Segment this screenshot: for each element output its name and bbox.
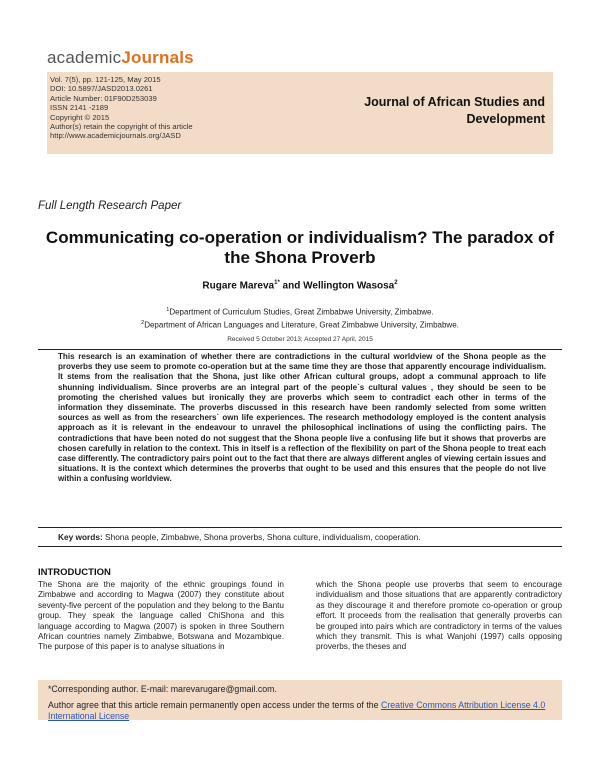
received-dates: Received 5 October 2013; Accepted 27 April, 2015 — [227, 336, 373, 343]
author-2: Wellington Wasosa — [303, 280, 395, 292]
doi-line: DOI: 10.5897/JASD2013.0261 — [50, 84, 153, 94]
author-list: Rugare Mareva$^{1*}$ and Wellington Wasosa$^2$ — [202, 280, 398, 292]
intro-right-column: which the Shona people use proverbs that seem to encourage individualism and those situations that are apparently contradictory as they discourage it and therefore promote co-operation or group effort. It proceeds from the realisation that generally proverbs can be grouped into pairs which are contradictory in terms of the values which they transmit. This is what Wanjohi (1997) calls opposing proverbs, the theses and — [316, 580, 562, 652]
corresponding-author: *Corresponding author. E-mail: marevarugare@gmail.com. — [48, 684, 277, 694]
journal-url-link[interactable]: http://www.academicjournals.org/JASD — [50, 131, 181, 141]
abstract: This research is an examination of whether there are contradictions in the cultural worldview of the Shona people as the proverbs they use seem to promote co-operation but at the same time they are those that apparently encourage individualism. It stems from the realisation that the Shona, just like other African cultural groups, adopt a communal approach to life shunning individualism. Since proverbs are an integral part of the people`s cultural values , they should be seen to be promoting the cherished values but ironically they are proverbs which seem to contradict each other in terms of the information they disseminate. The proverbs discussed in this research have been randomly selected from some written sources as well as from the researchers` own life experiences. The research methodology employed is the content analysis approach as it is relevant in the endeavour to unravel the philosophical inclinations of using the conflicting pairs. The contradictions that have been noted do not suggest that the Shona people live a confusing life but it shows that proverbs are chosen carefully in relation to the context. This in itself is a reflection of the flexibility on part of the Shona people to treat each case differently. The contradictory pairs point out to the fact that there are always different angles of viewing certain issues and situations. It is the context which determines the proverbs that ought to be used and this ensures that the people do not live within a confusing worldview. — [58, 352, 546, 484]
keywords-rule — [38, 546, 562, 547]
rights-line: Author(s) retain the copyright of this article — [50, 122, 193, 132]
article-metadata — [50, 75, 193, 141]
copyright-line: Copyright © 2015 — [50, 112, 110, 122]
affiliation-1: $^1$Department of Curriculum Studies, Great Zimbabwe University, Zimbabwe. — [166, 307, 434, 317]
author-1: Rugare Mareva — [202, 280, 275, 292]
section-heading-introduction: INTRODUCTION — [38, 567, 111, 578]
keywords: Key words: Shona people, Zimbabwe, Shona proverbs, Shona culture, individualism, cooperation. — [58, 532, 421, 542]
publisher-logo: academicJournals — [47, 48, 194, 67]
volume-line: Vol. 7(5), pp. 121-125, May 2015 — [50, 75, 161, 84]
issn-line: ISSN 2141 -2189 — [50, 103, 109, 113]
abstract-bottom-rule — [38, 527, 562, 528]
intro-left-column: The Shona are the majority of the ethnic groupings found in Zimbabwe and according to Magwa (2007) they constitute about seventy-five percent of the population and they belong to the Bantu group. They speak the language called ChiShona and this language according to Magwa (2007) is spoken in three Southern African countries namely Zimbabwe, Botswana and Mozambique. The purpose of this paper is to analyse situations in — [38, 580, 284, 652]
paper-title: Communicating co-operation or individualism? The paradox of the Shona Proverb — [45, 228, 555, 267]
paper-type: Full Length Research Paper — [38, 200, 182, 212]
abstract-top-rule — [38, 349, 562, 350]
footnote-box — [38, 680, 562, 720]
affiliation-2: $^2$Department of African Languages and Literature, Great Zimbabwe University, Zimbabwe. — [141, 320, 459, 330]
journal-header-box — [47, 72, 553, 154]
license-note: Author agree that this article remain permanently open access under the terms of the Creative Commons Attribution License 4.0 International License — [48, 700, 546, 721]
license-link[interactable]: Creative Commons Attribution License 4.0 International License — [48, 700, 546, 721]
journal-title: Journal of African Studies and Development — [364, 95, 545, 126]
affiliations — [40, 305, 560, 331]
article-number-line: Article Number: 01F90D253039 — [50, 93, 157, 103]
